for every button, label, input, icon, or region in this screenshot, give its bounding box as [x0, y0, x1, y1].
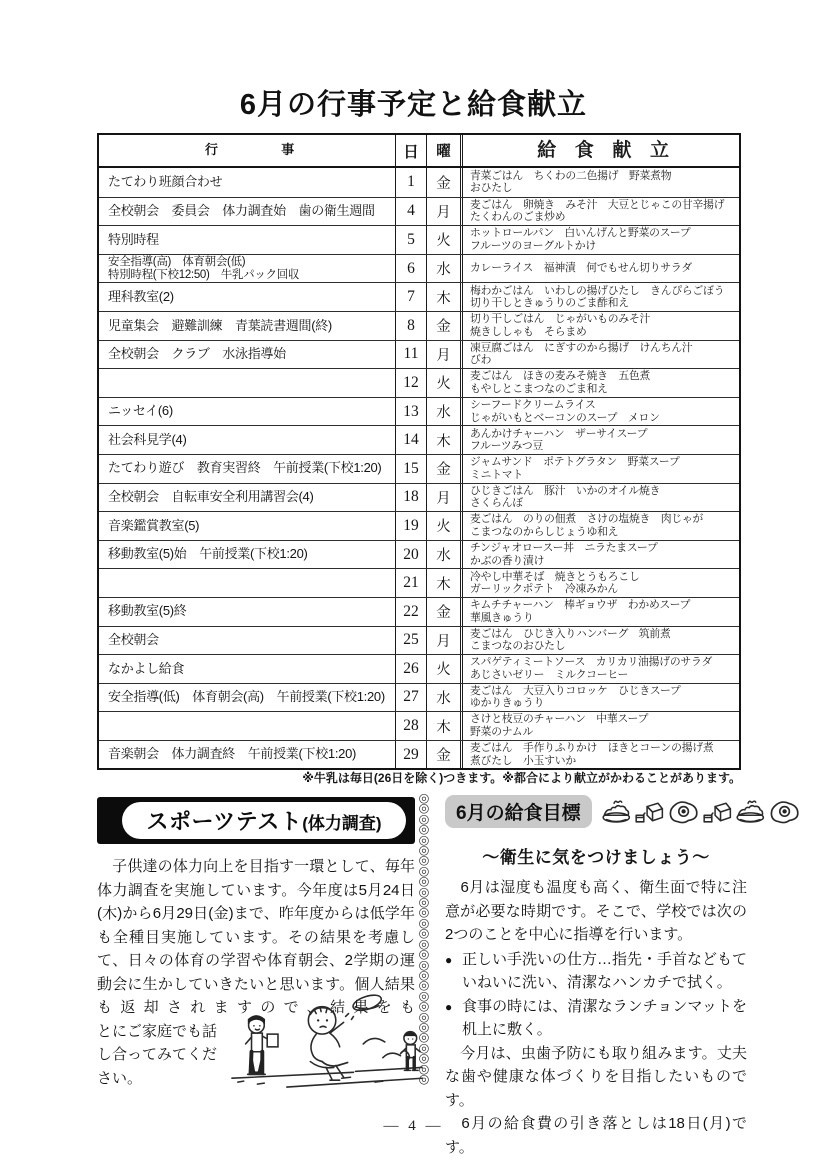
circle-glyph: ◎ [418, 801, 430, 816]
header-weekday: 曜 [436, 144, 451, 160]
menu-line: あじさいゼリー ミルクコーヒー [470, 668, 629, 681]
menu-line: あんかけチャーハン ザーサイスープ [470, 427, 648, 440]
event-line: 理科教室(2) [108, 288, 174, 304]
event-line: 児童集会 避難訓練 青葉読書週間(終) [108, 317, 332, 333]
menu-line: フルーツみつ豆 [470, 440, 544, 453]
event-line: 安全指導(低) 体育朝会(高) 午前授業(下校1:20) [108, 689, 385, 705]
menu-line: ガーリックポテト 冷凍みかん [470, 583, 618, 596]
schedule-header-row [99, 135, 739, 168]
circle-glyph: ◎ [418, 915, 430, 930]
menu-line: 煮びたし 小玉すいか [470, 754, 576, 767]
circle-glyph: ◎ [418, 791, 430, 805]
circle-glyph: ◎ [418, 884, 430, 899]
menu-line: 冷やし中華そば 焼きとうもろこし [470, 570, 640, 583]
menu-line: カレーライス 福神漬 何でもせん切りサラダ [470, 262, 692, 275]
circle-glyph: ◎ [418, 1061, 430, 1076]
schedule-body [99, 168, 739, 768]
day-cell: 27 [396, 684, 427, 712]
circle-glyph: ◎ [418, 1040, 430, 1055]
lunch-goal-outro-1: 今月は、虫歯予防にも取り組みます。丈夫な歯や健康な体づくりを目指したいものです。 [445, 1044, 747, 1109]
table-row [99, 597, 739, 626]
day-cell: 19 [396, 512, 427, 540]
circle-glyph: ◎ [418, 978, 430, 993]
weekday-cell: 金 [436, 319, 451, 336]
event-line: ニッセイ(6) [108, 403, 173, 419]
day-cell: 11 [396, 341, 427, 369]
milk-carton-icon [634, 800, 665, 824]
menu-line: さくらんぼ [470, 497, 523, 510]
circle-glyph: ◎ [418, 1071, 430, 1086]
menu-cell [460, 198, 739, 226]
circle-glyph: ◎ [418, 822, 430, 837]
event-line: 音楽朝会 体力調査終 午前授業(下校1:20) [108, 746, 357, 762]
circle-glyph: ◎ [418, 967, 430, 982]
table-row [99, 311, 739, 340]
weekday-cell: 金 [436, 605, 451, 622]
menu-line: 焼きししゃも そらまめ [470, 325, 587, 338]
day-cell: 6 [396, 255, 427, 283]
page-title: 6月の行事予定と給食献立 [239, 89, 588, 121]
circle-glyph: ◎ [418, 843, 430, 858]
children-ball-throw-illustration [228, 982, 424, 1098]
header-event: 行 事 [99, 135, 396, 166]
event-line: 特別時程 [108, 231, 159, 247]
event-cell [99, 426, 396, 454]
event-cell [99, 712, 396, 740]
weekday-cell: 水 [436, 690, 451, 707]
table-row [99, 225, 739, 254]
table-row [99, 568, 739, 597]
menu-cell [460, 569, 739, 597]
event-cell [99, 598, 396, 626]
menu-cell [460, 684, 739, 712]
fried-egg-icon [668, 800, 699, 824]
event-cell [99, 341, 396, 369]
event-line: 音楽鑑賞教室(5) [108, 517, 200, 533]
event-cell [99, 484, 396, 512]
table-row [99, 368, 739, 397]
weekday-cell: 月 [436, 490, 451, 507]
table-row [99, 282, 739, 311]
menu-line: チンジャオロースー丼 ニラたまスープ [470, 541, 658, 554]
weekday-cell: 木 [436, 576, 451, 593]
menu-cell [460, 312, 739, 340]
weekday-cell: 月 [436, 347, 451, 364]
event-line: 安全指導(高) 体育朝会(低) [108, 255, 246, 268]
milk-carton-icon [702, 800, 733, 824]
table-row [99, 397, 739, 426]
table-row [99, 683, 739, 712]
circle-glyph: ◎ [418, 853, 430, 868]
day-cell: 25 [396, 627, 427, 655]
day-cell: 29 [396, 741, 427, 769]
event-line: 全校朝会 自転車安全利用講習会(4) [108, 489, 314, 505]
lunch-goal-subheading: 〜衛生に気をつけましょう〜 [482, 848, 710, 867]
table-row [99, 425, 739, 454]
day-cell: 14 [396, 426, 427, 454]
menu-line: 麦ごはん 手作りふりかけ ほきとコーンの揚げ煮 [470, 742, 714, 755]
menu-line: 麦ごはん のりの佃煮 さけの塩焼き 肉じゃが [470, 513, 704, 526]
circle-glyph: ◎ [418, 947, 430, 962]
weekday-cell: 金 [436, 175, 451, 192]
weekday-cell: 木 [436, 433, 451, 450]
menu-line: フルーツのヨーグルトかけ [470, 239, 596, 252]
event-line: たてわり班顔合わせ [108, 174, 223, 190]
day-cell: 26 [396, 655, 427, 683]
weekday-cell: 月 [436, 633, 451, 650]
weekday-cell: 金 [436, 748, 451, 765]
menu-cell [460, 712, 739, 740]
event-cell [99, 198, 396, 226]
event-line: たてわり遊び 教育実習終 午前授業(下校1:20) [108, 460, 382, 476]
circle-glyph: ◎ [418, 811, 430, 826]
menu-cell [460, 627, 739, 655]
weekday-cell: 木 [436, 719, 451, 736]
header-day: 日 [396, 135, 427, 166]
event-line: なかよし給食 [108, 660, 185, 676]
event-cell [99, 569, 396, 597]
weekday-cell: 火 [436, 233, 451, 250]
event-cell [99, 226, 396, 254]
event-cell [99, 283, 396, 311]
table-row [99, 454, 739, 483]
menu-line: ゆかりきゅうり [470, 697, 545, 710]
day-cell: 21 [396, 569, 427, 597]
circle-glyph: ◎ [418, 863, 430, 878]
circle-glyph: ◎ [418, 926, 430, 941]
event-line: 全校朝会 クラブ 水泳指導始 [108, 346, 286, 362]
lunch-goal-title: 6月の給食目標 [445, 795, 592, 828]
menu-line: ひじきごはん 豚汁 いかのオイル焼き [470, 484, 661, 497]
day-cell: 7 [396, 283, 427, 311]
menu-line: 華風きゅうり [470, 611, 534, 624]
menu-line: さけと枝豆のチャーハン 中華スープ [470, 713, 649, 726]
sports-test-heading [122, 802, 406, 839]
lunch-goal-bullet: ● 正しい手洗いの仕方…指先・手首などもていねいに洗い、清潔なハンカチで拭く。 [445, 948, 747, 995]
menu-cell [460, 541, 739, 569]
table-row [99, 511, 739, 540]
event-line: 移動教室(5)始 午前授業(下校1:20) [108, 546, 308, 562]
day-cell: 20 [396, 541, 427, 569]
decorative-circle-divider [416, 793, 432, 1084]
sports-test-body: 子供達の体力向上を目指す一環として、毎年体力調査を実施しています。今年度は5月24日(木)から6月29日(金)まで、昨年度からは低学年も全種目実施しています。その結果を考慮して、日々の体育の学習や体育朝会、2学期の運動会に生かしていきたいと思います。個人結果も返却されますので、結果をも [97, 858, 415, 1016]
event-line: 全校朝会 [108, 632, 159, 648]
event-cell [99, 655, 396, 683]
menu-line: シーフードクリームライス [470, 398, 596, 411]
sports-test-title: スポーツテスト [146, 809, 303, 834]
lunch-goal-bullet-list [445, 948, 747, 1042]
menu-line: 麦ごはん ほきの麦みそ焼き 五色煮 [470, 370, 651, 383]
day-cell: 8 [396, 312, 427, 340]
menu-cell [460, 512, 739, 540]
day-cell: 4 [396, 198, 427, 226]
table-row [99, 711, 739, 740]
table-row [99, 626, 739, 655]
menu-line: こまつなのからしじょうゆ和え [470, 525, 619, 538]
circle-glyph: ◎ [418, 1051, 430, 1066]
menu-cell [460, 341, 739, 369]
event-line: 特別時程(下校12:50) 牛乳パック回収 [108, 268, 300, 281]
menu-line: 野菜のナムル [470, 726, 534, 739]
pie-icon [735, 800, 766, 824]
table-row [99, 740, 739, 769]
circle-glyph: ◎ [418, 999, 430, 1014]
menu-line: ミニトマト [470, 468, 523, 481]
menu-cell [460, 455, 739, 483]
circle-glyph: ◎ [418, 832, 430, 847]
lunch-goal-bullet: ● 食事の時には、清潔なランチョンマットを机上に敷く。 [445, 995, 747, 1042]
lunch-goal-header [445, 795, 747, 828]
food-icons-row [601, 800, 801, 824]
pie-icon [601, 800, 632, 824]
event-cell [99, 369, 396, 397]
event-line: 社会科見学(4) [108, 431, 187, 447]
page-number: — 4 — [383, 1118, 444, 1134]
menu-line: たくわんのごま炒め [470, 211, 566, 224]
weekday-cell: 水 [436, 262, 451, 279]
circle-glyph: ◎ [418, 874, 430, 889]
table-row [99, 483, 739, 512]
table-row [99, 540, 739, 569]
day-cell: 18 [396, 484, 427, 512]
weekday-cell: 木 [436, 290, 451, 307]
event-line: 移動教室(5)終 [108, 603, 187, 619]
menu-line: キムチチャーハン 棒ギョウザ わかめスープ [470, 599, 691, 612]
day-cell: 1 [396, 168, 427, 197]
menu-line: ホットロールパン 白いんげんと野菜のスープ [470, 227, 691, 240]
weekday-cell: 火 [436, 519, 451, 536]
circle-glyph: ◎ [418, 905, 430, 920]
day-cell: 5 [396, 226, 427, 254]
menu-line: 麦ごはん ひじき入りハンバーグ 筑前煮 [470, 627, 671, 640]
day-cell: 22 [396, 598, 427, 626]
table-row [99, 654, 739, 683]
weekday-cell: 水 [436, 405, 451, 422]
table-row [99, 254, 739, 283]
event-cell [99, 455, 396, 483]
menu-cell [460, 655, 739, 683]
menu-line: 凍豆腐ごはん にぎすのから揚げ けんちん汁 [470, 341, 693, 354]
circle-glyph: ◎ [418, 1030, 430, 1045]
menu-cell [460, 484, 739, 512]
menu-line: じゃがいもとベーコンのスープ メロン [470, 411, 660, 424]
table-row [99, 197, 739, 226]
menu-line: 麦ごはん 大豆入りコロッケ ひじきスープ [470, 684, 681, 697]
circle-glyph: ◎ [418, 895, 430, 910]
event-line: 全校朝会 委員会 体力調査始 歯の衛生週間 [108, 203, 375, 219]
table-footnote: ※牛乳は毎日(26日を除く)つきます。※都合により献立がかわることがあります。 [302, 771, 741, 785]
weekday-cell: 火 [436, 376, 451, 393]
weekday-cell: 火 [436, 662, 451, 679]
weekday-cell: 月 [436, 204, 451, 221]
menu-cell [460, 168, 739, 197]
weekday-cell: 水 [436, 548, 451, 565]
lunch-goal-intro: 6月は湿度も温度も高く、衛生面で特に注意が必要な時期です。そこで、学校では次の2つのことを中心に指導を行います。 [445, 879, 747, 943]
menu-cell [460, 741, 739, 769]
fried-egg-icon [769, 800, 800, 824]
menu-line: 麦ごはん 卵焼き みそ汁 大豆とじゃこの甘辛揚げ [470, 198, 725, 211]
menu-line: かぶの香り漬け [470, 554, 545, 567]
schedule-table [97, 133, 741, 770]
menu-cell [460, 398, 739, 426]
event-cell [99, 512, 396, 540]
day-cell: 13 [396, 398, 427, 426]
menu-cell [460, 255, 739, 283]
event-cell [99, 255, 396, 283]
event-cell [99, 398, 396, 426]
circle-glyph: ◎ [418, 1019, 430, 1034]
event-cell [99, 168, 396, 197]
day-cell: 15 [396, 455, 427, 483]
sports-test-subtitle: (体力調査) [302, 814, 382, 833]
menu-line: おひたし [470, 182, 513, 195]
menu-line: 青菜ごはん ちくわの二色揚げ 野菜煮物 [470, 169, 672, 182]
circle-glyph: ◎ [418, 936, 430, 951]
day-cell: 12 [396, 369, 427, 397]
menu-cell [460, 226, 739, 254]
event-cell [99, 684, 396, 712]
menu-line: 梅わかごはん いわしの揚げひたし きんぴらごぼう [470, 284, 725, 297]
table-row [99, 168, 739, 197]
menu-line: 切り干しごはん じゃがいものみそ汁 [470, 313, 651, 326]
menu-cell [460, 369, 739, 397]
circle-glyph: ◎ [418, 1009, 430, 1024]
menu-line: こまつなのおひたし [470, 640, 566, 653]
menu-cell [460, 283, 739, 311]
menu-line: スパゲティミートソース カリカリ油揚げのサラダ [470, 656, 713, 669]
event-cell [99, 312, 396, 340]
header-menu: 給 食 献 立 [460, 135, 739, 166]
menu-line: もやしとこまつなのごま和え [470, 382, 608, 395]
day-cell: 28 [396, 712, 427, 740]
weekday-cell: 金 [436, 462, 451, 479]
event-cell [99, 741, 396, 769]
lunch-goal-outro-2: 6月の給食費の引き落としは18日(月)です。 [445, 1115, 747, 1156]
menu-line: びわ [470, 354, 492, 367]
table-row [99, 340, 739, 369]
circle-glyph: ◎ [418, 957, 430, 972]
menu-cell [460, 598, 739, 626]
menu-cell [460, 426, 739, 454]
menu-line: 切り干しときゅうりのごま酢和え [470, 297, 629, 310]
sports-test-body-tail: とにご家庭でも話し合ってみてください。 [97, 1022, 218, 1087]
sports-test-banner [97, 797, 415, 844]
lunch-goal-article [445, 795, 747, 1159]
menu-line: ジャムサンド ポテトグラタン 野菜スープ [470, 456, 680, 469]
event-cell [99, 541, 396, 569]
circle-glyph: ◎ [418, 988, 430, 1003]
event-cell [99, 627, 396, 655]
